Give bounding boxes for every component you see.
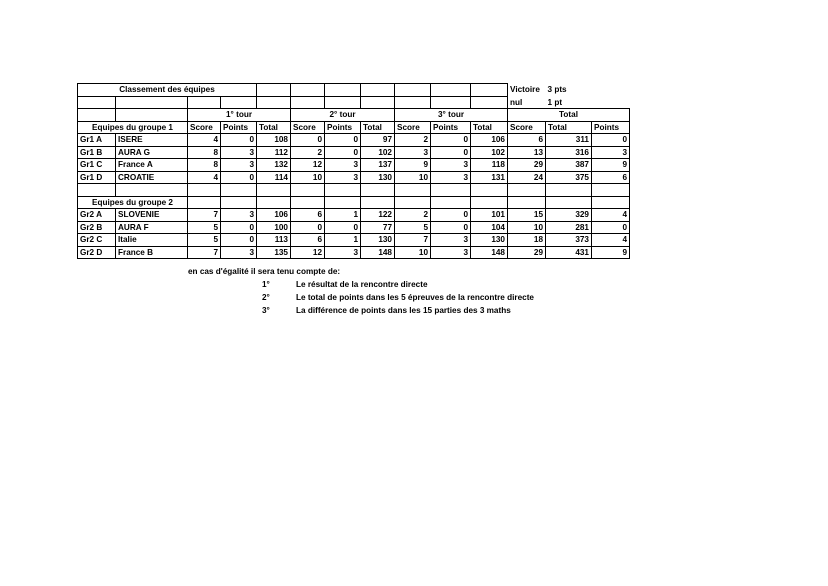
t2-score: 2 xyxy=(291,146,325,159)
t3-points: 0 xyxy=(431,209,471,222)
total-points: 9 xyxy=(592,246,630,259)
t3-total: 130 xyxy=(471,234,508,247)
team-name: ISERE xyxy=(116,134,188,147)
t2-score: 12 xyxy=(291,246,325,259)
tour3-header: 3° tour xyxy=(395,109,508,122)
total-score: 6 xyxy=(508,134,546,147)
col-points: Points xyxy=(221,121,257,134)
t2-score: 10 xyxy=(291,171,325,184)
t2-total: 130 xyxy=(361,171,395,184)
total-points: 3 xyxy=(592,146,630,159)
team-name: CROATIE xyxy=(116,171,188,184)
t3-score: 9 xyxy=(395,159,431,172)
tiebreak-num-1: 1° xyxy=(262,280,270,289)
team-code: Gr2 C xyxy=(78,234,116,247)
t2-points: 3 xyxy=(325,171,361,184)
tiebreak-text-1: Le résultat de la rencontre directe xyxy=(296,280,428,289)
t2-points: 3 xyxy=(325,246,361,259)
t3-score: 10 xyxy=(395,171,431,184)
t1-points: 0 xyxy=(221,221,257,234)
col-total: Total xyxy=(471,121,508,134)
t2-score: 12 xyxy=(291,159,325,172)
tour1-header: 1° tour xyxy=(188,109,291,122)
t3-score: 2 xyxy=(395,209,431,222)
t3-points: 3 xyxy=(431,234,471,247)
t2-total: 122 xyxy=(361,209,395,222)
tiebreak-text-2: Le total de points dans les 5 épreuves de la rencontre directe xyxy=(296,293,534,302)
team-code: Gr1 A xyxy=(78,134,116,147)
t3-score: 7 xyxy=(395,234,431,247)
group1-title: Equipes du groupe 1 xyxy=(78,121,188,134)
col-total: Total xyxy=(257,121,291,134)
t1-score: 7 xyxy=(188,209,221,222)
table-row xyxy=(78,134,630,147)
t1-points: 3 xyxy=(221,146,257,159)
tiebreak-num-2: 2° xyxy=(262,293,270,302)
t2-score: 6 xyxy=(291,209,325,222)
total-total: 373 xyxy=(546,234,592,247)
t2-total: 137 xyxy=(361,159,395,172)
total-points: 0 xyxy=(592,221,630,234)
t1-points: 3 xyxy=(221,246,257,259)
table-row xyxy=(78,146,630,159)
team-name: France A xyxy=(116,159,188,172)
t1-points: 0 xyxy=(221,134,257,147)
team-code: Gr1 B xyxy=(78,146,116,159)
t3-total: 102 xyxy=(471,146,508,159)
total-total: 329 xyxy=(546,209,592,222)
t3-total: 101 xyxy=(471,209,508,222)
team-code: Gr2 B xyxy=(78,221,116,234)
total-score: 18 xyxy=(508,234,546,247)
t2-score: 0 xyxy=(291,134,325,147)
team-code: Gr2 D xyxy=(78,246,116,259)
col-total: Total xyxy=(546,121,592,134)
t3-total: 104 xyxy=(471,221,508,234)
team-code: Gr1 C xyxy=(78,159,116,172)
team-name: SLOVENIE xyxy=(116,209,188,222)
total-total: 375 xyxy=(546,171,592,184)
group1-rows xyxy=(78,134,630,184)
t2-points: 0 xyxy=(325,146,361,159)
t3-total: 118 xyxy=(471,159,508,172)
col-score: Score xyxy=(508,121,546,134)
total-total: 281 xyxy=(546,221,592,234)
group2-header-row xyxy=(78,196,630,209)
total-points: 4 xyxy=(592,234,630,247)
t1-total: 113 xyxy=(257,234,291,247)
col-score: Score xyxy=(188,121,221,134)
total-points: 9 xyxy=(592,159,630,172)
team-name: AURA G xyxy=(116,146,188,159)
standings-table xyxy=(77,83,630,259)
victoire-label: Victoire xyxy=(510,85,540,95)
t3-total: 131 xyxy=(471,171,508,184)
t2-points: 0 xyxy=(325,221,361,234)
t1-points: 3 xyxy=(221,209,257,222)
t2-total: 130 xyxy=(361,234,395,247)
group1-header-row xyxy=(78,121,630,134)
t2-total: 148 xyxy=(361,246,395,259)
title-row xyxy=(78,84,630,97)
table-row xyxy=(78,221,630,234)
t3-points: 0 xyxy=(431,134,471,147)
t1-total: 100 xyxy=(257,221,291,234)
tiebreak-intro: en cas d'égalité il sera tenu compte de: xyxy=(188,267,341,276)
total-total: 431 xyxy=(546,246,592,259)
t1-score: 8 xyxy=(188,159,221,172)
t1-total: 108 xyxy=(257,134,291,147)
t1-score: 4 xyxy=(188,134,221,147)
t1-total: 114 xyxy=(257,171,291,184)
total-score: 13 xyxy=(508,146,546,159)
t3-points: 0 xyxy=(431,146,471,159)
team-name: Italie xyxy=(116,234,188,247)
total-total: 311 xyxy=(546,134,592,147)
col-score: Score xyxy=(395,121,431,134)
t1-score: 4 xyxy=(188,171,221,184)
t2-points: 3 xyxy=(325,159,361,172)
total-score: 29 xyxy=(508,159,546,172)
t1-total: 135 xyxy=(257,246,291,259)
team-name: France B xyxy=(116,246,188,259)
nul-points: 1 pt xyxy=(547,97,563,107)
tiebreak-text-3: La différence de points dans les 15 parties des 3 maths xyxy=(296,306,511,315)
col-points: Points xyxy=(592,121,630,134)
total-total: 316 xyxy=(546,146,592,159)
t1-total: 112 xyxy=(257,146,291,159)
table-row xyxy=(78,171,630,184)
col-points: Points xyxy=(431,121,471,134)
group2-rows xyxy=(78,209,630,259)
t3-score: 3 xyxy=(395,146,431,159)
table-row xyxy=(78,234,630,247)
t1-score: 5 xyxy=(188,221,221,234)
col-total: Total xyxy=(361,121,395,134)
t1-total: 132 xyxy=(257,159,291,172)
t1-score: 8 xyxy=(188,146,221,159)
tour-header-row xyxy=(78,109,630,122)
group2-title: Equipes du groupe 2 xyxy=(78,196,188,209)
victoire-points: 3 pts xyxy=(547,85,567,95)
table-row xyxy=(78,209,630,222)
t3-score: 10 xyxy=(395,246,431,259)
t3-points: 0 xyxy=(431,221,471,234)
team-name: AURA F xyxy=(116,221,188,234)
total-score: 24 xyxy=(508,171,546,184)
total-points: 4 xyxy=(592,209,630,222)
t1-points: 0 xyxy=(221,171,257,184)
nul-label: nul xyxy=(510,97,523,107)
table-row xyxy=(78,246,630,259)
tiebreak-num-3: 3° xyxy=(262,306,270,315)
t2-total: 77 xyxy=(361,221,395,234)
t2-total: 102 xyxy=(361,146,395,159)
col-points: Points xyxy=(325,121,361,134)
t2-score: 6 xyxy=(291,234,325,247)
t2-score: 0 xyxy=(291,221,325,234)
team-code: Gr2 A xyxy=(78,209,116,222)
t3-score: 2 xyxy=(395,134,431,147)
t2-points: 1 xyxy=(325,209,361,222)
table-title: Classement des équipes xyxy=(78,84,257,97)
t3-score: 5 xyxy=(395,221,431,234)
spacer-row xyxy=(78,96,630,109)
total-total: 387 xyxy=(546,159,592,172)
total-points: 6 xyxy=(592,171,630,184)
tour2-header: 2° tour xyxy=(291,109,395,122)
total-score: 29 xyxy=(508,246,546,259)
t1-score: 7 xyxy=(188,246,221,259)
t3-points: 3 xyxy=(431,159,471,172)
team-code: Gr1 D xyxy=(78,171,116,184)
t3-points: 3 xyxy=(431,171,471,184)
t3-points: 3 xyxy=(431,246,471,259)
total-header: Total xyxy=(508,109,630,122)
t2-points: 0 xyxy=(325,134,361,147)
total-points: 0 xyxy=(592,134,630,147)
total-score: 15 xyxy=(508,209,546,222)
t3-total: 106 xyxy=(471,134,508,147)
total-score: 10 xyxy=(508,221,546,234)
t2-points: 1 xyxy=(325,234,361,247)
t3-total: 148 xyxy=(471,246,508,259)
table-row xyxy=(78,159,630,172)
t1-points: 3 xyxy=(221,159,257,172)
t1-score: 5 xyxy=(188,234,221,247)
t1-points: 0 xyxy=(221,234,257,247)
col-score: Score xyxy=(291,121,325,134)
t1-total: 106 xyxy=(257,209,291,222)
spacer-row xyxy=(78,184,630,197)
t2-total: 97 xyxy=(361,134,395,147)
